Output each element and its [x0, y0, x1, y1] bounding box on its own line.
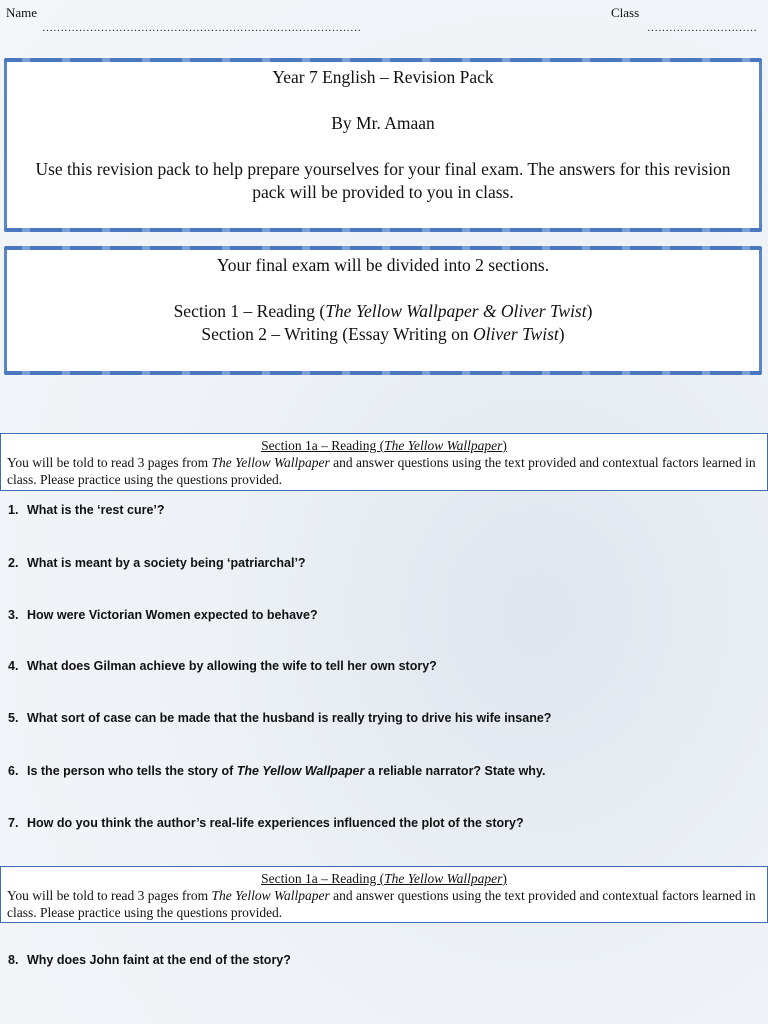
section-1a-header: [0, 433, 768, 491]
section-description: You will be told to read 3 pages from The Yellow Wallpaper and answer questions using the text provided and contextual factors learned in class. Please practice using the questions provided.: [7, 888, 756, 920]
section-1a-header-repeat: [0, 866, 768, 923]
question-4: 4. What does Gilman achieve by allowing the wife to tell her own story?: [8, 659, 437, 673]
name-line[interactable]: ……………………………………………………………………………: [42, 22, 361, 34]
section-description: You will be told to read 3 pages from The Yellow Wallpaper and answer questions using the text provided and contextual factors learned in class. Please practice using the questions provided.: [7, 455, 756, 487]
question-6: 6. Is the person who tells the story of The Yellow Wallpaper a reliable narrator? State why.: [8, 764, 546, 778]
class-label: Class: [611, 5, 640, 20]
pack-instructions: Use this revision pack to help prepare yourselves for your final exam. The answers for this revision pack will be provided to you in class.: [35, 159, 731, 202]
question-3: 3. How were Victorian Women expected to behave?: [8, 608, 318, 622]
name-label: Name: [6, 5, 38, 20]
question-8: 8. Why does John faint at the end of the story?: [8, 953, 291, 967]
question-2: 2. What is meant by a society being ‘patriarchal’?: [8, 556, 306, 570]
exam-section-1: Section 1 – Reading (The Yellow Wallpaper & Oliver Twist): [173, 301, 593, 321]
question-1: 1. What is the ‘rest cure’?: [8, 503, 165, 517]
exam-intro: Your final exam will be divided into 2 sections.: [216, 255, 550, 275]
section-title: Section 1a – Reading (The Yellow Wallpaper): [261, 438, 507, 453]
exam-structure-box: [4, 249, 762, 372]
question-7: 7. How do you think the author’s real-life experiences influenced the plot of the story?: [8, 816, 524, 830]
intro-box: [4, 61, 762, 229]
question-5: 5. What sort of case can be made that the husband is really trying to drive his wife insane?: [8, 711, 552, 725]
class-line[interactable]: …………………………: [647, 22, 757, 34]
pack-author: By Mr. Amaan: [331, 113, 435, 133]
exam-section-2: Section 2 – Writing (Essay Writing on Oliver Twist): [201, 324, 565, 344]
pack-title: Year 7 English – Revision Pack: [272, 67, 494, 87]
section-title: Section 1a – Reading (The Yellow Wallpaper): [261, 871, 507, 886]
